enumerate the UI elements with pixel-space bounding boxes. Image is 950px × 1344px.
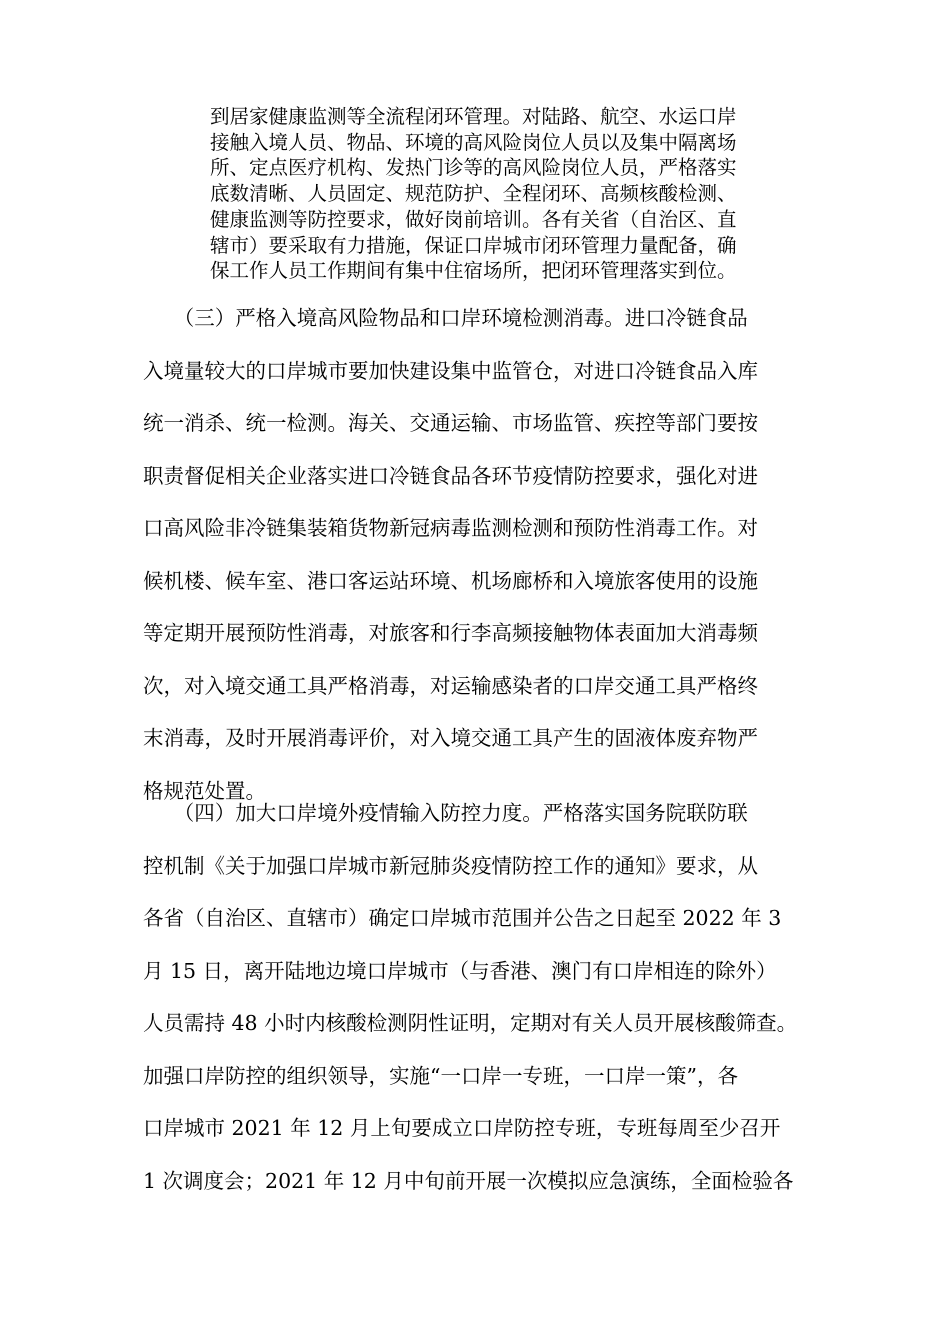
indented-paragraph — [210, 104, 830, 284]
text-line: 统一消杀、统一检测。海关、交通运输、市场监管、疾控等部门要按 — [143, 411, 758, 435]
text-line: 口岸城市 2021 年 12 月上旬要成立口岸防控专班，专班每周至少召开 — [143, 1116, 781, 1140]
text-line: 接触入境人员、物品、环境的高风险岗位人员以及集中隔离场 — [210, 130, 737, 154]
text-line: 辖市）要采取有力措施，保证口岸城市闭环管理力量配备，确 — [210, 233, 737, 257]
text-line: 人员需持 48 小时内核酸检测阴性证明，定期对有关人员开展核酸筛查。 — [143, 1011, 798, 1035]
text-line: 职责督促相关企业落实进口冷链食品各环节疫情防控要求，强化对进 — [143, 463, 758, 488]
text-line: 所、定点医疗机构、发热门诊等的高风险岗位人员，严格落实 — [210, 156, 737, 180]
text-line: 加强口岸防控的组织领导，实施“一口岸一专班，一口岸一策”，各 — [143, 1063, 738, 1088]
text-line: 候机楼、候车室、港口客运站环境、机场廊桥和入境旅客使用的设施 — [143, 568, 758, 593]
text-line: 口高风险非冷链集装箱货物新冠病毒监测检测和预防性消毒工作。对 — [143, 516, 758, 540]
text-line: 入境量较大的口岸城市要加快建设集中监管仓，对进口冷链食品入库 — [143, 358, 758, 383]
section-three-paragraph — [143, 292, 843, 817]
text-line: 月 15 日，离开陆地边境口岸城市（与香港、澳门有口岸相连的除外） — [143, 958, 777, 983]
text-line: 次，对入境交通工具严格消毒，对运输感染者的口岸交通工具严格终 — [143, 673, 758, 698]
text-line: 控机制《关于加强口岸城市新冠肺炎疫情防控工作的通知》要求，从 — [143, 853, 758, 878]
text-line: 健康监测等防控要求，做好岗前培训。各有关省（自治区、直 — [210, 207, 737, 231]
text-line: 底数清晰、人员固定、规范防护、全程闭环、高频核酸检测、 — [210, 182, 737, 206]
text-line: 末消毒，及时开展消毒评价，对入境交通工具产生的固液体废弃物严 — [143, 726, 758, 750]
text-line: 等定期开展预防性消毒，对旅客和行李高频接触物体表面加大消毒频 — [143, 621, 758, 645]
text-line: 1 次调度会；2021 年 12 月中旬前开展一次模拟应急演练，全面检验各 — [143, 1168, 794, 1193]
text-line: （三）严格入境高风险物品和口岸环境检测消毒。进口冷链食品 — [143, 306, 748, 330]
text-line: 到居家健康监测等全流程闭环管理。对陆路、航空、水运口岸 — [210, 105, 737, 128]
section-four-paragraph — [143, 787, 843, 1207]
text-line: （四）加大口岸境外疫情输入防控力度。严格落实国务院联防联 — [143, 801, 748, 825]
text-line: 保工作人员工作期间有集中住宿场所，把闭环管理落实到位。 — [210, 259, 737, 283]
text-line: 各省（自治区、直辖市）确定口岸城市范围并公告之日起至 2022 年 3 — [143, 906, 782, 930]
text-line: 格规范处置。 — [143, 778, 266, 803]
